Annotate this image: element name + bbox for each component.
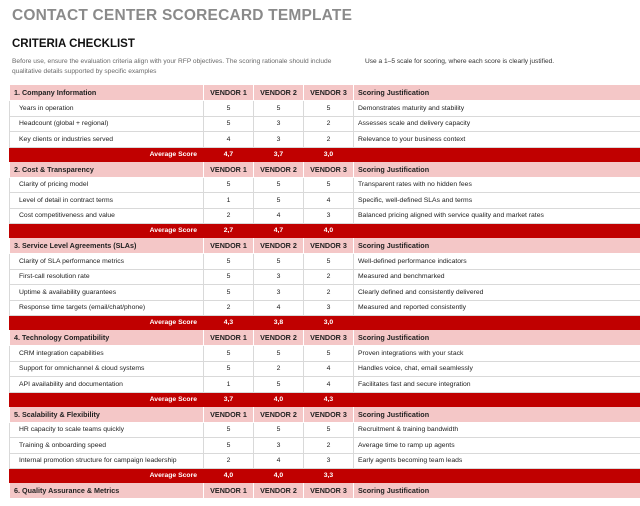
scoring-justification[interactable]: Clearly defined and consistently delivered — [354, 285, 640, 301]
scoring-justification[interactable]: Measured and benchmarked — [354, 269, 640, 285]
criterion-name: Training & onboarding speed — [10, 438, 204, 454]
vendor-1-average: 3,7 — [204, 392, 254, 406]
scoring-justification[interactable]: Early agents becoming team leads — [354, 453, 640, 469]
criterion-name: Key clients or industries served — [10, 132, 204, 148]
criterion-name: Headcount (global + regional) — [10, 116, 204, 132]
vendor-1-header: VENDOR 1 — [204, 85, 254, 101]
vendor-1-score[interactable]: 5 — [204, 177, 254, 193]
scoring-justification[interactable]: Specific, well-defined SLAs and terms — [354, 193, 640, 209]
vendor-3-score[interactable]: 3 — [304, 208, 354, 224]
section-header-row — [10, 406, 640, 422]
vendor-2-header: VENDOR 2 — [254, 483, 304, 499]
vendor-1-score[interactable]: 5 — [204, 422, 254, 438]
scoring-justification[interactable]: Demonstrates maturity and stability — [354, 101, 640, 117]
vendor-1-score[interactable]: 5 — [204, 269, 254, 285]
criterion-name: Cost competitiveness and value — [10, 208, 204, 224]
vendor-3-score[interactable]: 3 — [304, 300, 354, 316]
criteria-table — [9, 84, 640, 499]
vendor-1-average: 4,3 — [204, 316, 254, 330]
criterion-name: Clarity of pricing model — [10, 177, 204, 193]
vendor-3-average: 3,3 — [304, 469, 354, 483]
scoring-justification[interactable]: Proven integrations with your stack — [354, 346, 640, 362]
vendor-3-score[interactable]: 5 — [304, 101, 354, 117]
section-header-row — [10, 161, 640, 177]
vendor-3-score[interactable]: 2 — [304, 285, 354, 301]
average-blank — [354, 224, 640, 238]
criterion-name: CRM integration capabilities — [10, 346, 204, 362]
vendor-2-score[interactable]: 3 — [254, 116, 304, 132]
average-score-row — [10, 392, 640, 406]
justification-header: Scoring Justification — [354, 85, 640, 101]
section-title: 6. Quality Assurance & Metrics — [10, 483, 204, 499]
vendor-2-header: VENDOR 2 — [254, 161, 304, 177]
average-blank — [354, 392, 640, 406]
vendor-2-average: 4,0 — [254, 469, 304, 483]
vendor-3-score[interactable]: 2 — [304, 116, 354, 132]
section-title: 5. Scalability & Flexibility — [10, 406, 204, 422]
vendor-2-header: VENDOR 2 — [254, 85, 304, 101]
vendor-3-score[interactable]: 5 — [304, 422, 354, 438]
average-blank — [354, 147, 640, 161]
vendor-2-score[interactable]: 3 — [254, 132, 304, 148]
criteria-row — [10, 377, 640, 393]
vendor-2-average: 4,7 — [254, 224, 304, 238]
scoring-justification[interactable]: Balanced pricing aligned with service quality and market rates — [354, 208, 640, 224]
vendor-2-score[interactable]: 3 — [254, 438, 304, 454]
average-blank — [354, 316, 640, 330]
criterion-name: Response time targets (email/chat/phone) — [10, 300, 204, 316]
criteria-row — [10, 422, 640, 438]
scoring-justification[interactable]: Facilitates fast and secure integration — [354, 377, 640, 393]
instruction-note: Before use, ensure the evaluation criteria align with your RFP objectives. The scoring rationale should include qualitative details supported by specific examples — [12, 58, 332, 75]
vendor-3-score[interactable]: 4 — [304, 193, 354, 209]
scoring-justification[interactable]: Average time to ramp up agents — [354, 438, 640, 454]
average-score-label: Average Score — [10, 316, 204, 330]
vendor-2-header: VENDOR 2 — [254, 330, 304, 346]
criteria-row — [10, 208, 640, 224]
average-score-row — [10, 316, 640, 330]
section-title: 3. Service Level Agreements (SLAs) — [10, 238, 204, 254]
vendor-1-average: 4,7 — [204, 147, 254, 161]
vendor-1-header: VENDOR 1 — [204, 406, 254, 422]
vendor-3-score[interactable]: 3 — [304, 453, 354, 469]
vendor-1-score[interactable]: 4 — [204, 132, 254, 148]
vendor-3-header: VENDOR 3 — [304, 161, 354, 177]
section-title: 1. Company Information — [10, 85, 204, 101]
average-score-row — [10, 469, 640, 483]
vendor-2-score[interactable]: 5 — [254, 422, 304, 438]
vendor-3-score[interactable]: 2 — [304, 269, 354, 285]
section-title: 2. Cost & Transparency — [10, 161, 204, 177]
criterion-name: Years in operation — [10, 101, 204, 117]
justification-header: Scoring Justification — [354, 161, 640, 177]
vendor-3-average: 4,0 — [304, 224, 354, 238]
criteria-row — [10, 438, 640, 454]
vendor-2-header: VENDOR 2 — [254, 238, 304, 254]
vendor-1-score[interactable]: 5 — [204, 361, 254, 377]
section-header-row — [10, 85, 640, 101]
scoring-justification[interactable]: Relevance to your business context — [354, 132, 640, 148]
vendor-2-score[interactable]: 4 — [254, 300, 304, 316]
vendor-3-average: 4,3 — [304, 392, 354, 406]
criterion-name: API availability and documentation — [10, 377, 204, 393]
vendor-2-score[interactable]: 5 — [254, 377, 304, 393]
criteria-row — [10, 453, 640, 469]
vendor-1-header: VENDOR 1 — [204, 330, 254, 346]
vendor-1-score[interactable]: 1 — [204, 193, 254, 209]
criterion-name: Level of detail in contract terms — [10, 193, 204, 209]
section-header-row — [10, 330, 640, 346]
vendor-3-score[interactable]: 5 — [304, 346, 354, 362]
vendor-3-header: VENDOR 3 — [304, 483, 354, 499]
vendor-1-header: VENDOR 1 — [204, 238, 254, 254]
average-score-label: Average Score — [10, 469, 204, 483]
criterion-name: First-call resolution rate — [10, 269, 204, 285]
page-title: CONTACT CENTER SCORECARD TEMPLATE — [12, 7, 353, 24]
criteria-row — [10, 361, 640, 377]
scoring-justification[interactable]: Recruitment & training bandwidth — [354, 422, 640, 438]
justification-header: Scoring Justification — [354, 483, 640, 499]
criteria-row — [10, 193, 640, 209]
vendor-3-score[interactable]: 5 — [304, 254, 354, 270]
criterion-name: HR capacity to scale teams quickly — [10, 422, 204, 438]
vendor-2-score[interactable]: 5 — [254, 101, 304, 117]
vendor-2-average: 3,7 — [254, 147, 304, 161]
section-header-row — [10, 238, 640, 254]
vendor-1-score[interactable]: 5 — [204, 101, 254, 117]
vendor-1-score[interactable]: 1 — [204, 377, 254, 393]
vendor-1-header: VENDOR 1 — [204, 483, 254, 499]
average-score-label: Average Score — [10, 147, 204, 161]
vendor-2-score[interactable]: 4 — [254, 208, 304, 224]
vendor-2-score[interactable]: 5 — [254, 177, 304, 193]
vendor-2-score[interactable]: 4 — [254, 453, 304, 469]
scoring-justification[interactable]: Well-defined performance indicators — [354, 254, 640, 270]
criteria-row — [10, 300, 640, 316]
scale-note: Use a 1–5 scale for scoring, where each score is clearly justified. — [365, 58, 555, 65]
vendor-1-score[interactable]: 2 — [204, 208, 254, 224]
vendor-1-score[interactable]: 2 — [204, 300, 254, 316]
criteria-row — [10, 177, 640, 193]
justification-header: Scoring Justification — [354, 406, 640, 422]
average-score-label: Average Score — [10, 224, 204, 238]
criteria-row — [10, 285, 640, 301]
vendor-2-average: 4,0 — [254, 392, 304, 406]
vendor-2-score[interactable]: 3 — [254, 285, 304, 301]
vendor-3-score[interactable]: 2 — [304, 132, 354, 148]
vendor-2-score[interactable]: 5 — [254, 193, 304, 209]
vendor-3-score[interactable]: 4 — [304, 361, 354, 377]
vendor-3-average: 3,0 — [304, 316, 354, 330]
criteria-row — [10, 346, 640, 362]
criteria-row — [10, 116, 640, 132]
vendor-1-score[interactable]: 5 — [204, 254, 254, 270]
justification-header: Scoring Justification — [354, 330, 640, 346]
vendor-1-score[interactable]: 5 — [204, 116, 254, 132]
vendor-3-score[interactable]: 5 — [304, 177, 354, 193]
scoring-justification[interactable]: Assesses scale and delivery capacity — [354, 116, 640, 132]
scoring-justification[interactable]: Handles voice, chat, email seamlessly — [354, 361, 640, 377]
criterion-name: Uptime & availability guarantees — [10, 285, 204, 301]
section-title: 4. Technology Compatibility — [10, 330, 204, 346]
vendor-1-score[interactable]: 2 — [204, 453, 254, 469]
criterion-name: Support for omnichannel & cloud systems — [10, 361, 204, 377]
vendor-2-header: VENDOR 2 — [254, 406, 304, 422]
criteria-row — [10, 101, 640, 117]
average-score-row — [10, 147, 640, 161]
vendor-3-score[interactable]: 4 — [304, 377, 354, 393]
average-blank — [354, 469, 640, 483]
criteria-row — [10, 254, 640, 270]
vendor-3-score[interactable]: 2 — [304, 438, 354, 454]
vendor-2-score[interactable]: 2 — [254, 361, 304, 377]
vendor-1-average: 2,7 — [204, 224, 254, 238]
vendor-3-header: VENDOR 3 — [304, 406, 354, 422]
criteria-row — [10, 269, 640, 285]
scoring-justification[interactable]: Measured and reported consistently — [354, 300, 640, 316]
vendor-1-average: 4,0 — [204, 469, 254, 483]
criterion-name: Internal promotion structure for campaign leadership — [10, 453, 204, 469]
section-header-row — [10, 483, 640, 499]
criterion-name: Clarity of SLA performance metrics — [10, 254, 204, 270]
vendor-1-header: VENDOR 1 — [204, 161, 254, 177]
vendor-2-score[interactable]: 3 — [254, 269, 304, 285]
scoring-justification[interactable]: Transparent rates with no hidden fees — [354, 177, 640, 193]
vendor-1-score[interactable]: 5 — [204, 285, 254, 301]
vendor-3-header: VENDOR 3 — [304, 330, 354, 346]
average-score-row — [10, 224, 640, 238]
vendor-2-score[interactable]: 5 — [254, 346, 304, 362]
average-score-label: Average Score — [10, 392, 204, 406]
criteria-row — [10, 132, 640, 148]
vendor-1-score[interactable]: 5 — [204, 438, 254, 454]
vendor-2-score[interactable]: 5 — [254, 254, 304, 270]
vendor-2-average: 3,8 — [254, 316, 304, 330]
vendor-3-header: VENDOR 3 — [304, 238, 354, 254]
vendor-1-score[interactable]: 5 — [204, 346, 254, 362]
justification-header: Scoring Justification — [354, 238, 640, 254]
section-subtitle: CRITERIA CHECKLIST — [12, 38, 135, 50]
vendor-3-header: VENDOR 3 — [304, 85, 354, 101]
vendor-3-average: 3,0 — [304, 147, 354, 161]
